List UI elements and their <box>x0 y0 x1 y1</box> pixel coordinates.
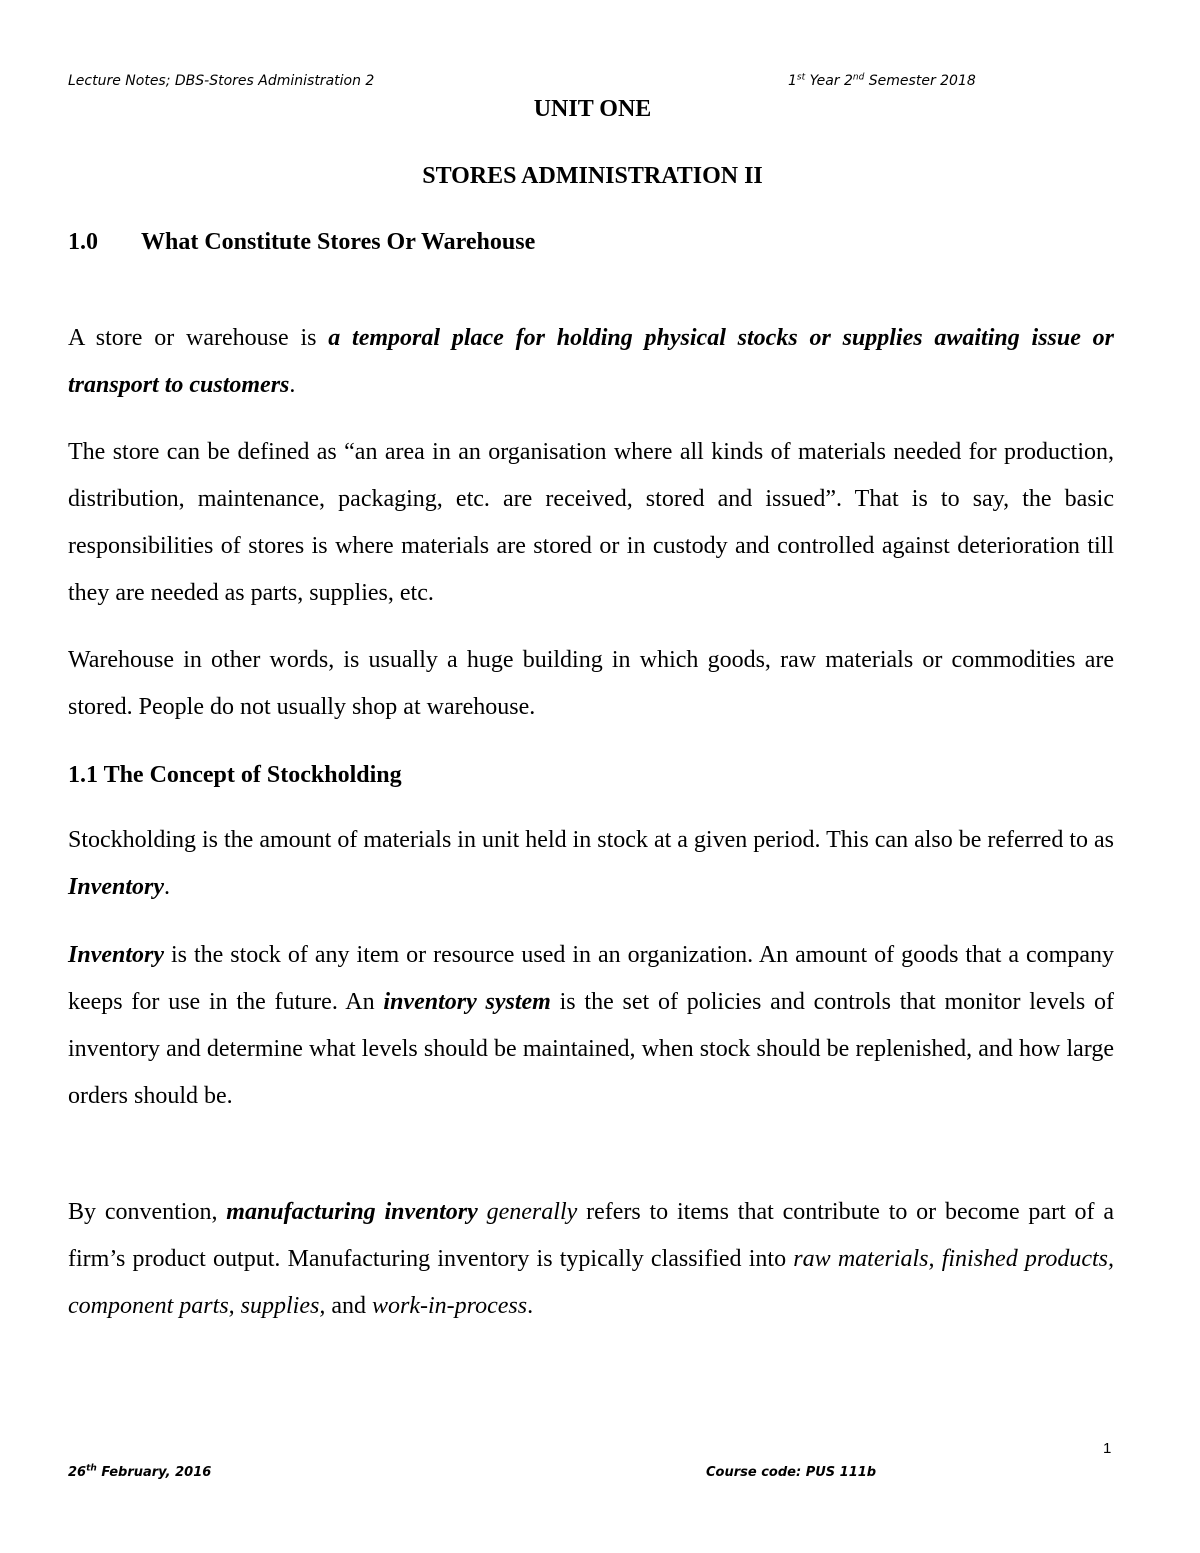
p5-emphasis-inventory: Inventory <box>68 942 164 968</box>
section-heading-1-1: 1.1 The Concept of Stockholding <box>68 762 402 788</box>
p6-italic-list: raw materials, finished products, component parts, supplies, <box>68 1246 1115 1319</box>
p6-text-a: By convention, <box>68 1199 227 1225</box>
paragraph-inventory <box>68 932 1114 1120</box>
p1-emphasis: a temporal place for holding physical stocks or supplies awaiting issue or transport to customers <box>68 325 1115 398</box>
paragraph-stockholding <box>68 817 1114 911</box>
header-year-sup: st <box>796 72 806 83</box>
p6-text-b: refers to items that contribute to or become part of a firm’s product output. Manufacturing inventory is typically classified into <box>68 1199 1114 1272</box>
p6-emphasis: manufacturing inventory <box>226 1199 478 1225</box>
p1-text: A store or warehouse is <box>68 325 329 351</box>
p4-end: . <box>164 874 170 900</box>
footer-course-code: Course code: PUS 111b <box>706 1465 877 1480</box>
paragraph-manufacturing-inventory <box>68 1189 1114 1330</box>
p5-text-end: is the set of policies and controls that monitor levels of inventory and determine what levels should be maintained, when stock should be replenished, and how large orders should be. <box>68 989 1115 1109</box>
unit-title: UNIT ONE <box>533 96 652 122</box>
header-year-word: Year 2 <box>805 73 853 89</box>
p4-emphasis: Inventory <box>68 874 164 900</box>
p5-emphasis-system: inventory system <box>383 989 551 1015</box>
footer-date-day: 26 <box>68 1465 87 1480</box>
p6-space <box>478 1199 487 1225</box>
header-semester: Semester 2018 <box>864 73 976 89</box>
paragraph-warehouse-other-words: Warehouse in other words, is usually a huge building in which goods, raw materials or commodities are stored. People do not usually shop at warehouse. <box>68 647 1114 720</box>
header-right-text <box>788 73 976 89</box>
paragraph-warehouse-definition <box>68 315 1114 409</box>
page-number: 1 <box>1103 1440 1112 1457</box>
header-year-num: 1 <box>788 73 797 89</box>
footer-date-rest: February, 2016 <box>96 1465 212 1480</box>
header-sem-sup: nd <box>852 72 865 83</box>
course-title: STORES ADMINISTRATION II <box>422 163 763 189</box>
footer-date-sup: th <box>86 1463 97 1474</box>
footer-date <box>68 1465 211 1480</box>
section-number: 1.0 <box>68 229 98 255</box>
p1-end: . <box>289 372 296 398</box>
p6-end: . <box>527 1293 534 1319</box>
p6-italic-generally: generally <box>486 1199 578 1225</box>
p4-text: Stockholding is the amount of materials in unit held in stock at a given period. This can also be referred to as <box>68 827 1114 853</box>
p6-text-and: and <box>325 1293 372 1319</box>
p5-text: is the stock of any item or resource used in an organization. An amount of goods that a company keeps for use in the future. An <box>68 942 1114 1015</box>
header-left-text: Lecture Notes; DBS-Stores Administration 2 <box>68 73 375 89</box>
section-heading-1-0 <box>68 229 535 256</box>
p6-italic-wip: work-in-process <box>371 1293 528 1319</box>
paragraph-store-definition: The store can be defined as “an area in an organisation where all kinds of materials needed for production, distribution, maintenance, packaging, etc. are received, stored and issued”. That is to say, the basic responsibilities of stores is where materials are stored or in custody and controlled against deterioration till they are needed as parts, supplies, etc. <box>68 439 1114 606</box>
section-title: What Constitute Stores Or Warehouse <box>141 229 536 255</box>
